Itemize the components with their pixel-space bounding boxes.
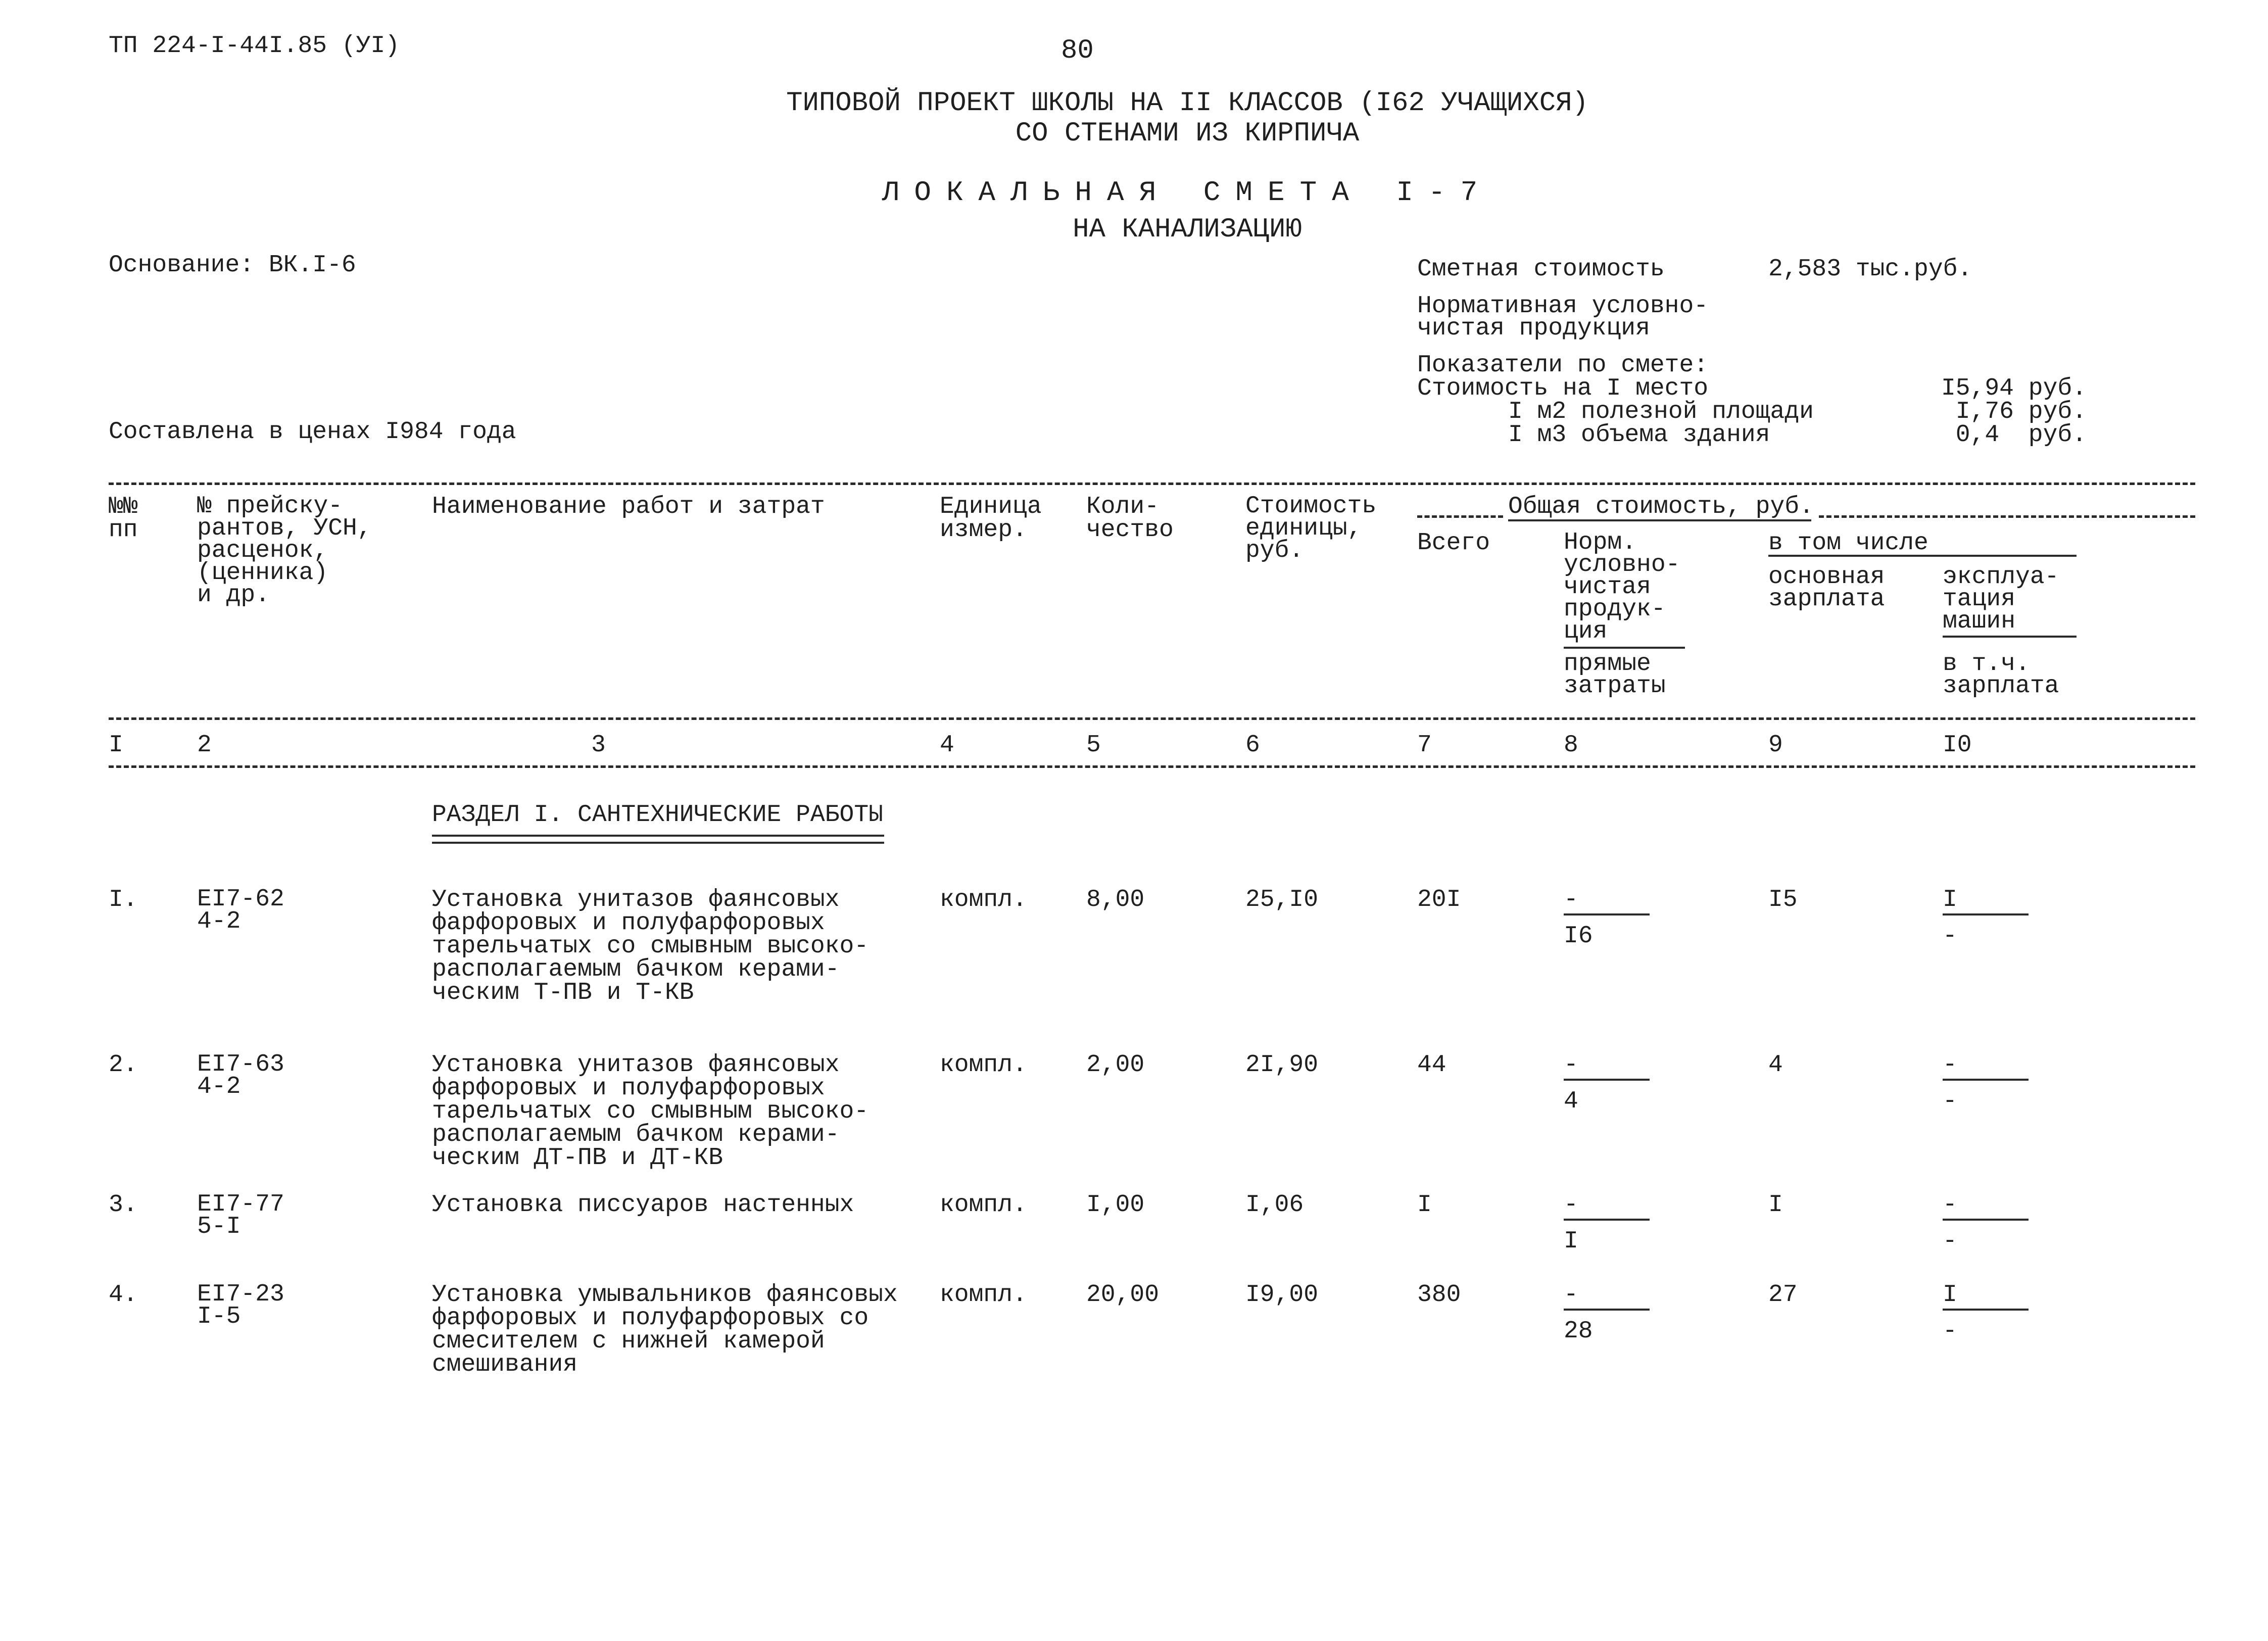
col-header-price-list: № прейску- рантов, УСН, расценок, (ценника) и др.	[197, 493, 372, 609]
row-2-code: EI7-63 4-2	[197, 1051, 284, 1100]
row-1-norm-fraction	[1564, 888, 1650, 948]
indicator-per-m3-label: I м3 объема здания	[1508, 421, 1770, 449]
row-2-machinery: -	[1943, 1053, 2029, 1081]
row-2-total: 44	[1417, 1051, 1446, 1079]
row-3-norm-top: -	[1564, 1193, 1650, 1221]
row-3-unit: компл.	[940, 1191, 1027, 1219]
indicator-per-place-value: I5,94 руб.	[1941, 375, 2087, 402]
row-1-num: I.	[109, 886, 138, 913]
row-3-name: Установка писсуаров настенных	[432, 1191, 854, 1219]
col-number-2: 2	[197, 732, 212, 759]
row-4-machinery-fraction	[1943, 1283, 2029, 1343]
indicator-per-place-label: Стоимость на I место	[1417, 375, 1709, 402]
indicator-per-m3-value: 0,4 руб.	[1955, 421, 2087, 449]
project-title-line1: ТИПОВОЙ ПРОЕКТ ШКОЛЫ НА II КЛАССОВ (I62 УЧАЩИХСЯ)	[786, 88, 1588, 119]
machinery-underline	[1943, 636, 2077, 638]
col-header-num: №№ пп	[109, 493, 138, 544]
total-group-underline	[1508, 519, 1811, 521]
norm-production-underline	[1564, 647, 1685, 649]
row-3-qty: I,00	[1086, 1191, 1145, 1219]
row-2-norm-top: -	[1564, 1053, 1650, 1081]
row-1-salary: I5	[1768, 886, 1798, 913]
row-1-unit: компл.	[940, 886, 1027, 913]
project-title-line2: СО СТЕНАМИ ИЗ КИРПИЧА	[1015, 118, 1360, 149]
row-3-machinery: -	[1943, 1193, 2029, 1221]
col-number-6: 6	[1245, 732, 1260, 759]
table-header-bottom-rule	[109, 717, 2195, 720]
row-4-machinery-salary: -	[1943, 1318, 1957, 1345]
prices-year-text: Составлена в ценах I984 года	[109, 418, 516, 446]
row-3-salary: I	[1768, 1191, 1783, 1219]
document-code: ТП 224-I-44I.85 (УI)	[109, 32, 400, 60]
page-number: 80	[1061, 35, 1094, 66]
col-header-machinery: эксплуа- тация машин	[1943, 563, 2059, 635]
col-header-direct-costs: прямые затраты	[1564, 650, 1666, 700]
col-numbers-bottom-rule	[109, 765, 2195, 768]
indicator-per-m2-label: I м2 полезной площади	[1508, 398, 1814, 425]
estimated-cost-label: Сметная стоимость	[1417, 256, 1665, 283]
col-number-3: 3	[591, 732, 606, 759]
row-4-machinery: I	[1943, 1283, 2029, 1311]
row-4-code: EI7-23 I-5	[197, 1281, 284, 1330]
col-number-1: I	[109, 732, 123, 759]
col-header-norm-production: Норм. условно- чистая продук- ция	[1564, 529, 1680, 645]
total-group-left-rule	[1417, 515, 1503, 518]
row-2-num: 2.	[109, 1051, 138, 1079]
row-1-direct-costs: I6	[1564, 923, 1593, 950]
row-3-total: I	[1417, 1191, 1432, 1219]
col-number-5: 5	[1086, 732, 1101, 759]
row-4-direct-costs: 28	[1564, 1318, 1593, 1345]
basis-text: Основание: ВК.I-6	[109, 252, 356, 279]
col-header-incl-salary: в т.ч. зарплата	[1943, 650, 2059, 700]
row-1-price: 25,I0	[1245, 886, 1319, 913]
row-4-norm-fraction	[1564, 1283, 1650, 1343]
col-number-9: 9	[1768, 732, 1783, 759]
col-header-base-salary: основная зарплата	[1768, 563, 1885, 613]
row-3-machinery-salary: -	[1943, 1228, 1957, 1255]
row-1-machinery: I	[1943, 888, 2029, 915]
col-header-total-group: Общая стоимость, руб.	[1508, 493, 1814, 520]
row-4-qty: 20,00	[1086, 1281, 1160, 1309]
indicator-per-m2-value: I,76 руб.	[1955, 398, 2087, 425]
col-header-unit-cost: Стоимость единицы, руб.	[1245, 493, 1377, 564]
row-4-num: 4.	[109, 1281, 138, 1309]
row-3-direct-costs: I	[1564, 1228, 1578, 1255]
row-2-direct-costs: 4	[1564, 1088, 1578, 1115]
row-3-price: I,06	[1245, 1191, 1304, 1219]
row-2-norm-fraction	[1564, 1053, 1650, 1113]
row-2-salary: 4	[1768, 1051, 1783, 1079]
row-1-norm-top: -	[1564, 888, 1650, 915]
col-header-including: в том числе	[1768, 529, 1928, 557]
row-4-total: 380	[1417, 1281, 1461, 1309]
row-3-norm-fraction	[1564, 1193, 1650, 1253]
table-top-rule	[109, 482, 2195, 485]
col-header-total: Всего	[1417, 529, 1490, 557]
estimate-subtitle: НА КАНАЛИЗАЦИЮ	[1073, 214, 1302, 245]
row-1-machinery-salary: -	[1943, 923, 1957, 950]
row-3-num: 3.	[109, 1191, 138, 1219]
section-title: РАЗДЕЛ I. САНТЕХНИЧЕСКИЕ РАБОТЫ	[432, 801, 883, 829]
row-3-code: EI7-77 5-I	[197, 1191, 284, 1240]
col-header-unit: Единица измер.	[940, 493, 1042, 544]
row-1-machinery-fraction	[1943, 888, 2029, 948]
row-4-price: I9,00	[1245, 1281, 1319, 1309]
row-4-norm-top: -	[1564, 1283, 1650, 1311]
col-number-4: 4	[940, 732, 954, 759]
row-2-qty: 2,00	[1086, 1051, 1145, 1079]
section-title-double-underline	[432, 835, 884, 844]
row-2-price: 2I,90	[1245, 1051, 1319, 1079]
row-1-code: EI7-62 4-2	[197, 886, 284, 935]
row-2-machinery-fraction	[1943, 1053, 2029, 1113]
row-2-name: Установка унитазов фаянсовых фарфоровых и полуфарфоровых тарельчатых со смывным высоко- располагаемым бачком керами- ческим ДТ-ПВ и ДТ-КВ	[432, 1051, 869, 1172]
col-number-8: 8	[1564, 732, 1578, 759]
row-4-unit: компл.	[940, 1281, 1027, 1309]
col-header-quantity: Коли- чество	[1086, 493, 1174, 544]
col-number-10: I0	[1943, 732, 1972, 759]
estimate-title: ЛОКАЛЬНАЯ СМЕТА I-7	[882, 176, 1493, 209]
including-underline	[1768, 555, 2077, 557]
estimated-cost-value: 2,583 тыс.руб.	[1768, 256, 1972, 283]
normative-production-label: Нормативная условно- чистая продукция	[1417, 293, 1709, 342]
row-3-machinery-fraction	[1943, 1193, 2029, 1253]
col-header-work-name: Наименование работ и затрат	[432, 493, 825, 520]
total-group-right-rule	[1819, 515, 2195, 518]
row-4-salary: 27	[1768, 1281, 1798, 1309]
row-1-qty: 8,00	[1086, 886, 1145, 913]
row-4-name: Установка умывальников фаянсовых фарфоровых и полуфарфоровых со смесителем с нижней камерой смешивания	[432, 1281, 898, 1378]
indicators-label: Показатели по смете:	[1417, 352, 1709, 379]
row-1-name: Установка унитазов фаянсовых фарфоровых и полуфарфоровых тарельчатых со смывным высоко- располагаемым бачком керами- ческим Т-ПВ и Т-КВ	[432, 886, 869, 1006]
row-2-machinery-salary: -	[1943, 1088, 1957, 1115]
row-1-total: 20I	[1417, 886, 1461, 913]
row-2-unit: компл.	[940, 1051, 1027, 1079]
col-number-7: 7	[1417, 732, 1432, 759]
